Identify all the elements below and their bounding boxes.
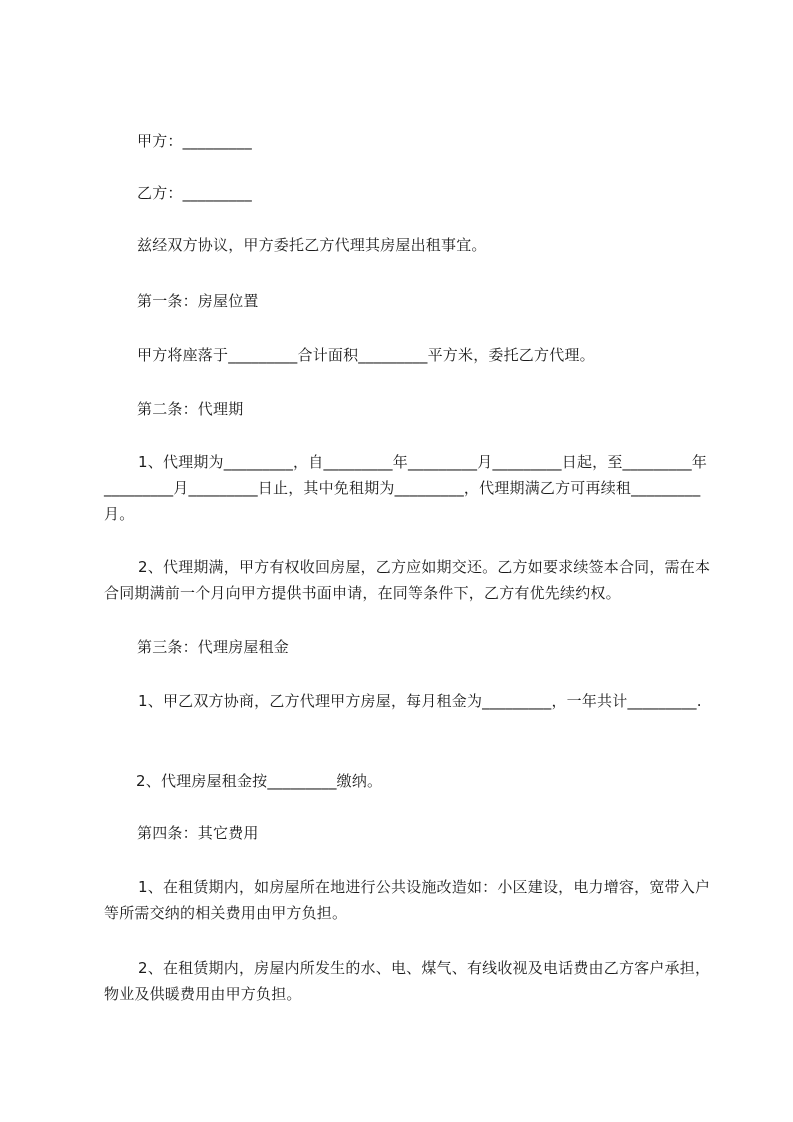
article-4-title: 第四条：其它费用: [137, 824, 259, 842]
article-3-title: 第三条：代理房屋租金: [137, 638, 290, 656]
party-b-line: 乙方：_________: [137, 184, 252, 202]
article-3-paragraph-2: 2、代理房屋租金按_________缴纳。: [136, 772, 383, 790]
article-4-paragraph-2: 2、在租赁期内，房屋内所发生的水、电、煤气、有线收视及电话费由乙方客户承担，物业及供暖费用由甲方负担。: [104, 959, 711, 1003]
article-1-title: 第一条：房屋位置: [137, 292, 259, 310]
article-2-paragraph-2: 2、代理期满，甲方有权收回房屋，乙方应如期交还。乙方如要求续签本合同，需在本合同期满前一个月向甲方提供书面申请，在同等条件下，乙方有优先续约权。: [104, 558, 711, 602]
article-4-paragraph-1: 1、在租赁期内，如房屋所在地进行公共设施改造如：小区建设，电力增容，宽带入户等所需交纳的相关费用由甲方负担。: [104, 878, 711, 922]
article-2-paragraph-1: 1、代理期为_________，自_________年_________月_________日起，至_________年_________月_________日止，其中免租期为_________，代理期满乙方可再续租_________月。: [104, 453, 708, 523]
article-1-paragraph: 甲方将座落于_________合计面积_________平方米，委托乙方代理。: [137, 346, 595, 364]
article-3-paragraph-1: 1、甲乙双方协商，乙方代理甲方房屋，每月租金为_________，一年共计_________.: [138, 692, 702, 710]
article-2-title: 第二条：代理期: [137, 400, 244, 418]
intro-paragraph: 兹经双方协议，甲方委托乙方代理其房屋出租事宜。: [137, 236, 487, 254]
party-a-line: 甲方：_________: [137, 132, 252, 150]
